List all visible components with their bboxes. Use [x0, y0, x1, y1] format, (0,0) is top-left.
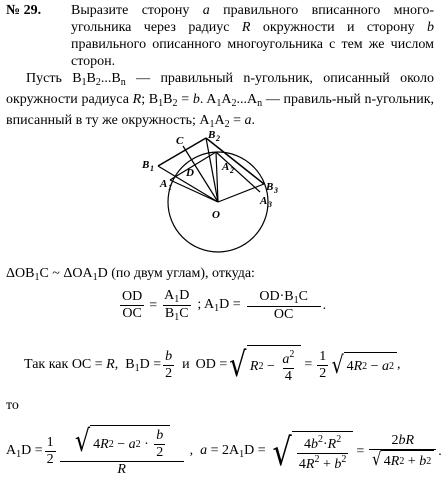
- solution-paragraph: Пусть $B_1B_2...B_n$ — правильный n-угольник, описанный около окружности радиуса R; $B_1B_2 = b$. $A_1A_2...A_n$ — правиль-ный n-угольник, вписанный в ту же окружность; $A_1A_2 = a$.: [6, 71, 435, 130]
- problem-number: № 29.: [6, 3, 42, 18]
- svg-text:1: 1: [168, 183, 172, 192]
- problem-text: Выразите сторону a правильного вписанного много-угольника через радиус R окружности и сторону b правильного описанного многоугольника с тем же числом сторон.: [71, 3, 435, 69]
- label-a1: A: [160, 178, 168, 190]
- svg-text:3: 3: [268, 200, 272, 209]
- label-c: C: [176, 135, 184, 147]
- svg-text:2: 2: [216, 134, 220, 143]
- geometry-figure: [140, 130, 300, 260]
- svg-text:1: 1: [150, 164, 154, 173]
- label-b3: B: [266, 181, 274, 193]
- ratio-equation: $\frac{OD}{OC}$ = $\frac{A_1D}{B_1C}$ ; $A_1D$ = $\frac{OD\cdot B_1C}{OC}$ .: [122, 288, 327, 323]
- since-line: Так как OC = R, $B_1D$ = $\frac{b}{2}$ и OD = √ R 2 − $a^2$ 4 = $\frac{1}{2}$ √ 4 R 2 − a 2 ,: [24, 345, 401, 385]
- then-word: то: [6, 398, 19, 413]
- label-b1: B: [142, 159, 150, 171]
- label-a2: A: [222, 161, 230, 173]
- similarity-line: $\Delta OB_1C$ ~ $\Delta OA_1D$ (по двум углам), откуда:: [6, 266, 255, 283]
- svg-text:2: 2: [230, 166, 234, 175]
- label-d: D: [186, 167, 194, 179]
- label-b2: B: [208, 129, 216, 141]
- final-equation: $A_1D$ = $\frac{1}{2}$ √ 4 R 2 − a 2 · b 2 R , $a = 2A_1D$ = √ $4b^2\cdot R^2$ $4R^2 + b^2$ = 2bR √ 4 R 2 + b 2 .: [6, 424, 442, 477]
- svg-text:3: 3: [274, 186, 278, 195]
- label-a3: A: [260, 195, 268, 207]
- problem-statement: [6, 2, 435, 69]
- label-o: O: [212, 209, 220, 221]
